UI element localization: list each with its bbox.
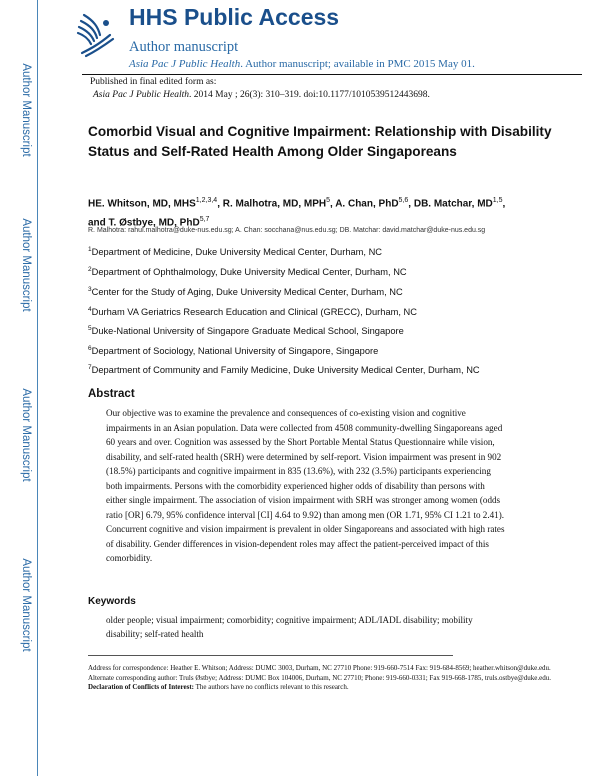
availability-citation: Asia Pac J Public Health. Author manuscript; available in PMC 2015 May 01.: [129, 58, 475, 70]
published-note: Published in final edited form as:: [90, 77, 217, 87]
affiliation: $^2$Department of Ophthalmology, Duke University Medical Center, Durham, NC: [88, 266, 407, 278]
sidebar-rule: [37, 0, 38, 776]
abstract-body: Our objective was to examine the prevalence and consequences of co-existing vision and cognitive impairments in an Asian population. Data were collected from 4508 community-dwelling Singaporeans aged 60 years and over. Cognition was assessed by the Short Portable Mental Status Questionnaire while vision, disability, and self-rated health (SRH) were determined by self-report. Vision impairment was present in 902 (18.5%) participants and cognitive impairment in 835 (13.6%), with 232 (3.5%) participants experiencing both impairments. Persons with the comorbidity experienced higher odds of disability than persons with either single impairment. The association of vision impairment with SRH was stronger among women (odds ratio [OR] 6.79, 95% confidence interval [CI] 4.64 to 9.92) than among men (OR 1.71, 95% CI 1.21 to 2.41). Concurrent cognitive and vision impairment is prevalent in older Singaporeans and associated with high rates of disability. Gender differences in vision-dependent roles may affect the patient-perceived impact of this comorbidity.: [106, 408, 505, 563]
author-manuscript-label: Author Manuscript: [20, 63, 32, 157]
published-citation: Asia Pac J Public Health. 2014 May ; 26(3): 310–319. doi:10.1177/1010539512443698.: [93, 90, 430, 100]
footnotes: [88, 664, 568, 693]
header-divider: [82, 74, 582, 75]
author-emails: R. Malhotra: rahul.malhotra@duke-nus.edu.sg; A. Chan: socchana@nus.edu.sg; DB. Matchar: david.matchar@duke-nus.edu.sg: [88, 227, 486, 234]
article-title: Comorbid Visual and Cognitive Impairment: Relationship with Disability Status and Self-Rated Health Among Older Singaporeans: [88, 124, 552, 159]
affiliation: $^6$Department of Sociology, National University of Singapore, Singapore: [88, 345, 379, 357]
conflict-declaration: Declaration of Conflicts of Interest: The authors have no conflicts relevant to this research.: [88, 683, 349, 691]
correspondence-note: Address for correspondence: Heather E. Whitson; Address: DUMC 3003, Durham, NC 27710 Phone: 919-660-7514 Fax: 919-684-8569; heather.whitson@duke.edu. Alternate corresponding author: Truls Østbye; Address: DUMC Box 104006, Durham, NC 27710; Phone: 919-660-0331; Fax 919-668-1785, truls.ostbye@duke.edu.: [88, 664, 551, 682]
hhs-eagle-logo-icon: [76, 9, 116, 59]
affiliation: $^3$Center for the Study of Aging, Duke University Medical Center, Durham, NC: [88, 286, 403, 298]
author-manuscript-subtitle: Author manuscript: [129, 39, 239, 55]
affiliation: $^7$Department of Community and Family Medicine, Duke University Medical Center, Durham, NC: [88, 364, 480, 376]
author-manuscript-label: Author Manuscript: [20, 558, 32, 652]
affiliation: $^5$Duke-National University of Singapore Graduate Medical School, Singapore: [88, 325, 404, 337]
keywords-list: older people; visual impairment; comorbidity; cognitive impairment; ADL/IADL disability; mobility disability; self-rated health: [106, 615, 473, 639]
author-manuscript-label: Author Manuscript: [20, 388, 32, 482]
footnote-divider: [88, 655, 453, 656]
abstract-heading: Abstract: [88, 388, 135, 400]
affiliation: $^1$Department of Medicine, Duke University Medical Center, Durham, NC: [88, 246, 383, 258]
keywords-heading: Keywords: [88, 596, 136, 607]
author-list: HE. Whitson, MD, MHS$^{1,2,3,4}$, R. Malhotra, MD, MPH$^5$, A. Chan, PhD$^{5,6}$, DB. Matchar, MD$^{1,5}$, and T. Østbye, MD, PhD$^{5,7}$: [88, 197, 506, 229]
hhs-public-access-title: HHS Public Access: [129, 4, 340, 30]
author-manuscript-label: Author Manuscript: [20, 218, 32, 312]
affiliation: $^4$Durham VA Geriatrics Research Education and Clinical (GRECC), Durham, NC: [88, 306, 417, 318]
